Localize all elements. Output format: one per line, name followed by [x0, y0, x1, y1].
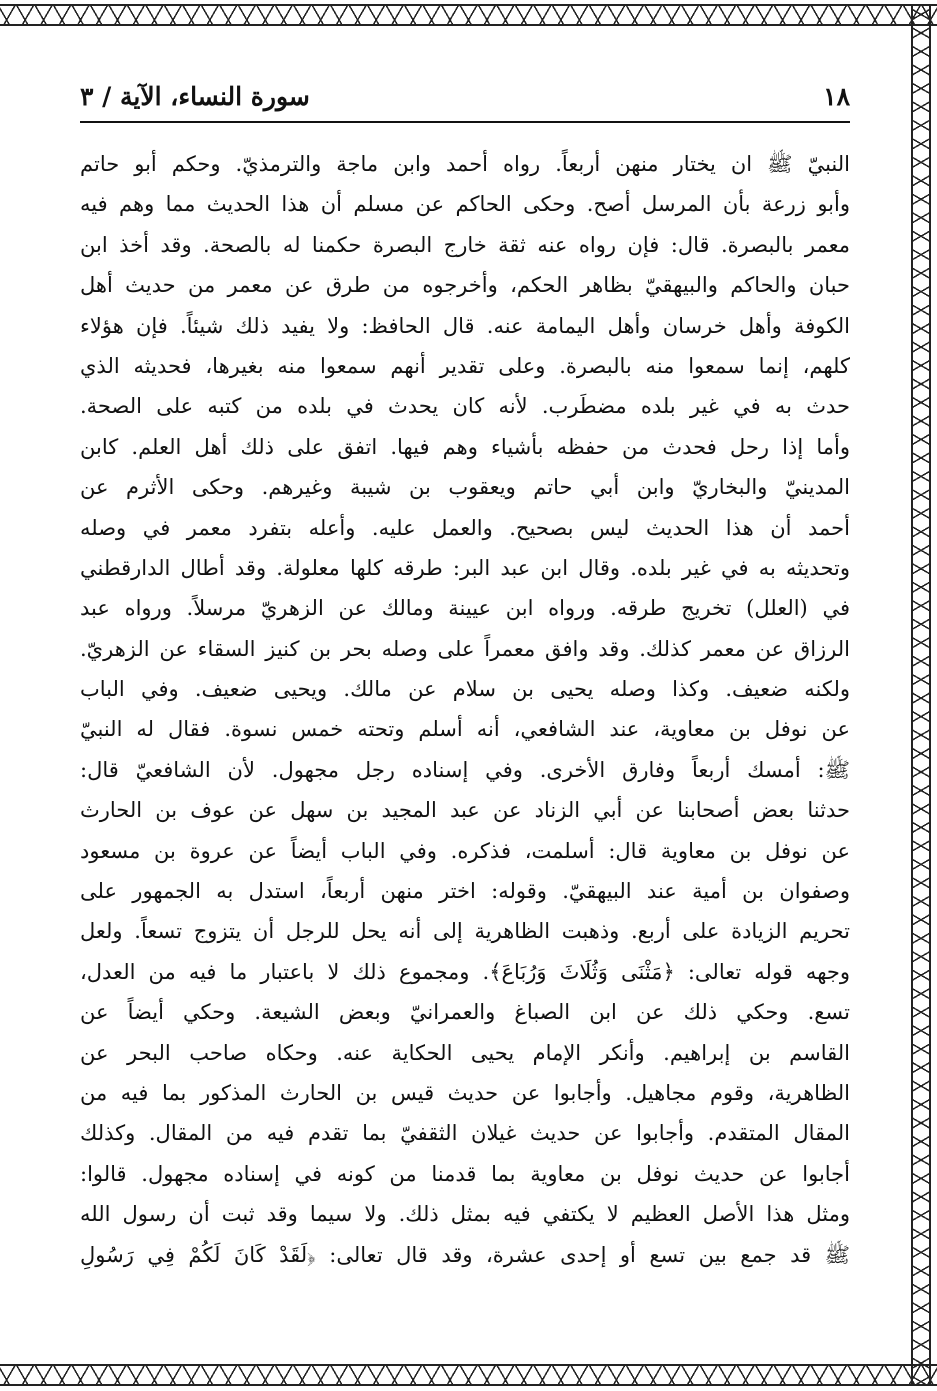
text-line-12: في (العلل) تخريج طرقه. ورواه ابن عيينة ومالك عن الزهريّ مرسلاً. ورواه عبد — [80, 596, 850, 621]
text-line-18: عن نوفل بن معاوية قال: أسلمت، فذكره. وفي الباب أيضاً عن عروة بن مسعود — [80, 838, 850, 863]
page-number: ١٨ — [823, 81, 850, 111]
text-line-3: معمر بالبصرة. قال: فإن رواه عنه ثقة خارج البصرة حكمنا له بالصحة. وقد أخذ ابن — [80, 232, 850, 257]
text-line-1: النبيّ ﷺ ان يختار منهن أربعاً. رواه أحمد وابن ماجة والترمذيّ. وحكم أبو حاتم — [80, 152, 850, 176]
text-line-5: الكوفة وأهل خرسان وأهل اليمامة عنه. قال الحافظ: ولا يفيد ذلك شيئاً. فإن هؤلاء — [80, 313, 850, 338]
page-header — [80, 76, 850, 116]
text-line-15: عن نوفل بن معاوية، عند الشافعي، أنه أسلم وتحته خمس نسوة. فقال له النبيّ — [80, 717, 850, 742]
text-line-20: تحريم الزيادة على أربع. وذهبت الظاهرية إلى أنه يحل للرجل أن يتزوج تسعاً. ولعل — [80, 919, 850, 944]
text-line-17: حدثنا بعض أصحابنا عن أبي الزناد عن عبد المجيد بن سهل عن عوف بن الحارث — [80, 798, 850, 823]
text-line-28: ﷺ قد جمع بين تسع أو إحدى عشرة، وقد قال تعالى: ﴿لَقَدْ كَانَ لَكُمْ فِي رَسُولِ — [80, 1242, 850, 1267]
text-line-24: الظاهرية، وقوم مجاهيل. وأجابوا عن حديث قيس بن الحارث المذكور بما فيه من — [80, 1080, 850, 1105]
text-line-27: ومثل هذا الأصل العظيم لا يكتفي فيه بمثل ذلك. ولا سيما وقد ثبت أن رسول الله — [80, 1202, 850, 1227]
text-line-6: كلهم، إنما سمعوا منه بالبصرة. وعلى تقدير أنهم سمعوا منه بغيرها، فحديثه الذي — [80, 353, 850, 378]
text-line-4: حبان والحاكم والبيهقيّ بظاهر الحكم، وأخرجوه من طرق عن معمر من حديث أهل — [80, 273, 850, 298]
bottom-ornamental-border — [0, 1364, 937, 1386]
text-line-25: المقال المتقدم. وأجابوا عن حديث غيلان الثقفيّ بما تقدم فيه من المقال. وكذلك — [80, 1121, 850, 1146]
text-line-9: المدينيّ والبخاريّ وابن أبي حاتم ويعقوب بن شيبة وغيرهم. وحكى الأثرم عن — [80, 475, 850, 500]
top-ornamental-border — [0, 4, 937, 26]
text-line-10: أحمد أن هذا الحديث ليس بصحيح. والعمل عليه. وأعله بتفرد معمر في وصله — [80, 515, 850, 540]
text-line-8: وأما إذا رحل فحدث من حفظه بأشياء وهم فيها. اتفق على ذلك أهل العلم. كابن — [80, 434, 850, 459]
text-line-11: وتحديثه به في غير بلده. وقال ابن عبد البر: طرقه كلها معلولة. وقد أطال الدارقطني — [80, 555, 850, 580]
text-line-2: وأبو زرعة بأن المرسل أصح. وحكى الحاكم عن مسلم أن هذا الحديث مما وهم فيه — [80, 192, 850, 217]
header-rule — [80, 121, 850, 123]
text-line-19: وصفوان بن أمية عند البيهقيّ. وقوله: اختر منهن أربعاً، استدل به الجمهور على — [80, 879, 850, 904]
text-line-23: القاسم بن إبراهيم. وأنكر الإمام يحيى الحكاية عنه. وحكاه صاحب البحر عن — [80, 1040, 850, 1065]
text-line-16: ﷺ: أمسك أربعاً وفارق الأخرى. وفي إسناده رجل مجهول. لأن الشافعيّ قال: — [80, 757, 850, 782]
text-line-21: وجهه قوله تعالى: ﴿مَثْنَى وَثُلَاثَ وَرُبَاعَ﴾. ومجموع ذلك لا باعتبار ما فيه من العدل، — [80, 959, 850, 984]
body-text — [80, 144, 850, 1275]
text-line-13: الرزاق عن معمر كذلك. وقد وافق معمراً على وصله بحر بن كنيز السقاء عن الزهريّ. — [80, 636, 850, 661]
text-line-22: تسع. وحكي ذلك عن ابن الصباغ والعمرانيّ وبعض الشيعة. وحكي أيضاً عن — [80, 1000, 850, 1025]
right-ornamental-border — [911, 4, 931, 1386]
text-line-26: أجابوا عن حديث نوفل بن معاوية بما قدمنا من كونه في إسناده مجهول. قالوا: — [80, 1161, 850, 1186]
running-title: سورة النساء، الآية / ٣ — [80, 81, 310, 111]
text-line-7: حدث به في غير بلده مضطَرب. لأنه كان يحدث في بلده من كتبه على الصحة. — [80, 394, 850, 419]
text-line-14: ولكنه ضعيف. وكذا وصله يحيى بن سلام عن مالك. ويحيى ضعيف. وفي الباب — [80, 677, 850, 702]
